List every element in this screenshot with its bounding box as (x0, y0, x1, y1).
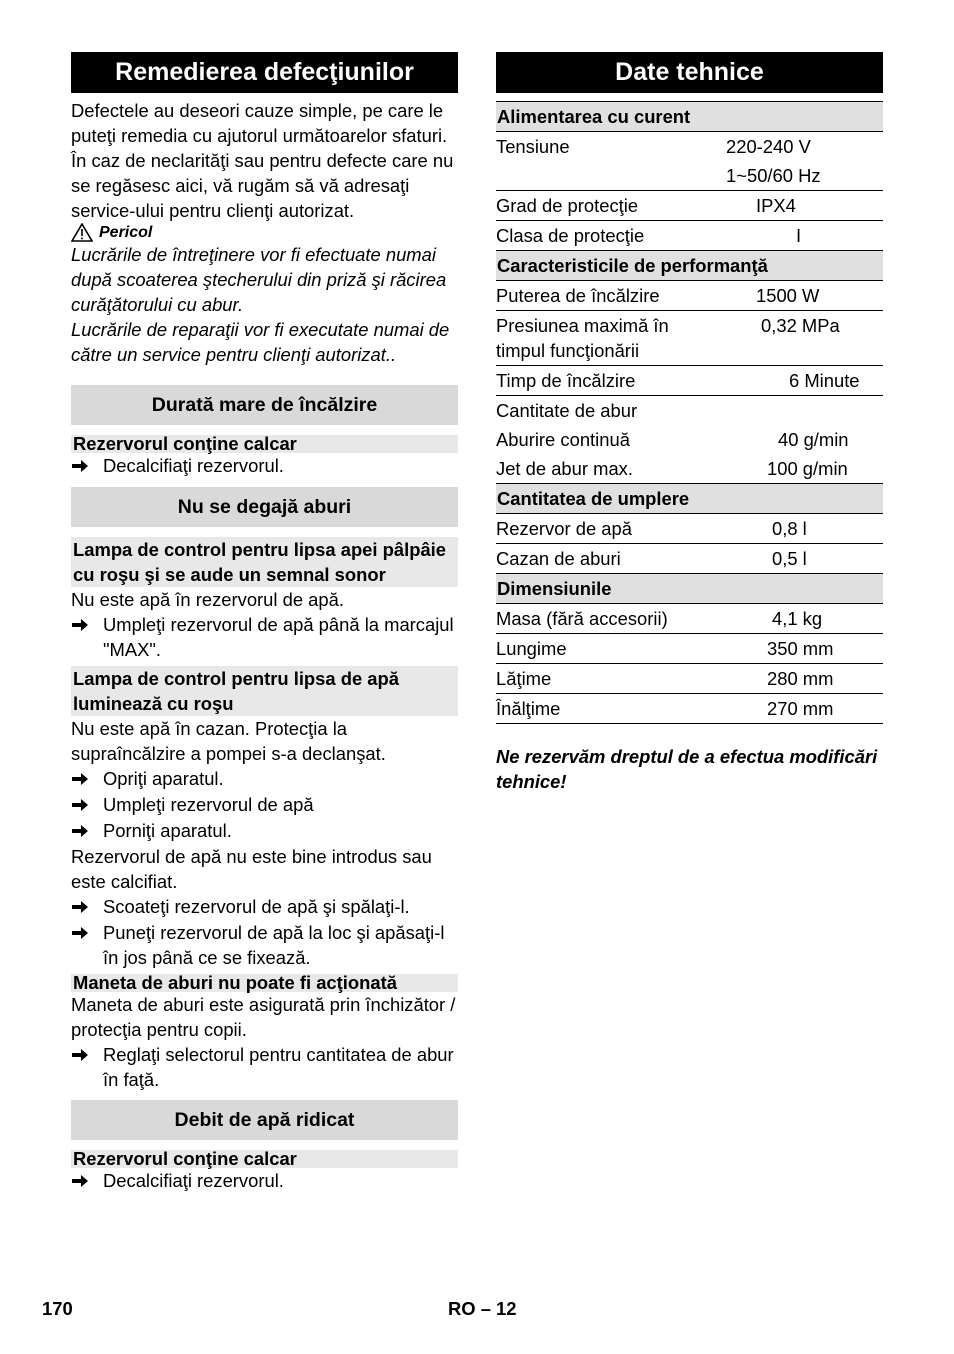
table-row: 1~50/60 Hz (496, 161, 883, 191)
step-item: Umpleţi rezervorul de apă (71, 792, 458, 818)
tech-data-table (496, 101, 883, 724)
step-item: Umpleţi rezervorul de apă până la marcajul "MAX". (71, 612, 458, 662)
step-item: Opriţi aparatul. (71, 766, 458, 792)
step-item: Decalcifiaţi rezervorul. (71, 1168, 458, 1194)
arrow-right-icon (71, 766, 103, 792)
table-row: Puterea de încălzire 1500 W (496, 281, 883, 311)
table-row: Presiunea maximă în timpul funcţionării 0,32 MPa (496, 311, 883, 366)
troubleshooting-title: Remedierea defecţiunilor (71, 52, 458, 93)
arrow-right-icon (71, 792, 103, 818)
table-row: Rezervor de apă 0,8 l (496, 514, 883, 544)
tech-data-title: Date tehnice (496, 52, 883, 93)
warning-triangle-icon (71, 223, 93, 242)
table-row: Masa (fără accesorii) 4,1 kg (496, 604, 883, 634)
subheading-calc-tank: Rezervorul conţine calcar (71, 1150, 458, 1168)
subheading-water-lamp-red: Lampa de control pentru lipsa de apă luminează cu roşu (71, 666, 458, 716)
warning-title: Pericol (99, 223, 153, 241)
page-code: RO – 12 (448, 1298, 517, 1319)
section-heading-high-water-flow: Debit de apă ridicat (71, 1100, 458, 1140)
arrow-right-icon (71, 1168, 103, 1194)
table-row: Lungime 350 mm (496, 634, 883, 664)
table-group-row: Dimensiunile (496, 574, 883, 604)
arrow-right-icon (71, 818, 103, 844)
table-row: Cantitate de abur (496, 400, 638, 421)
step-item: Scoateţi rezervorul de apă şi spălaţi-l. (71, 894, 458, 920)
body-text: Maneta de aburi este asigurată prin închizător / protecţia pentru copii. (71, 994, 456, 1040)
table-row: Clasa de protecţie I (496, 221, 883, 251)
step-item: Reglaţi selectorul pentru cantitatea de abur în faţă. (71, 1042, 458, 1092)
body-text: Nu este apă în cazan. Protecţia la supraîncălzire a pompei s-a declanşat. (71, 718, 386, 764)
step-item: Puneţi rezervorul de apă la loc şi apăsaţi-l în jos până ce se fixează. (71, 920, 458, 970)
table-row: Grad de protecţie IPX4 (496, 191, 883, 221)
table-row: Cazan de aburi 0,5 l (496, 544, 883, 574)
arrow-right-icon (71, 894, 103, 920)
intro-text: Defectele au deseori cauze simple, pe care le puteţi remedia cu ajutorul următoarelor sfaturi. În caz de neclarităţi sau pentru defecte care nu se regăsesc aici, vă rugăm să vă adresaţi service-ului pentru clienţi autorizat. (71, 100, 454, 221)
subheading-calc-tank: Rezervorul conţine calcar (71, 435, 458, 453)
technical-changes-note: Ne rezervăm dreptul de a efectua modificări tehnice! (496, 746, 878, 792)
table-group-row: Caracteristicile de performanţă (496, 251, 883, 281)
arrow-right-icon (71, 920, 103, 970)
table-row: Lăţime 280 mm (496, 664, 883, 694)
arrow-right-icon (71, 453, 103, 479)
table-row: Aburire continuă 40 g/min (496, 429, 849, 450)
arrow-right-icon (71, 1042, 103, 1092)
subheading-water-lamp-blinking: Lampa de control pentru lipsa apei pâlpâie cu roşu şi se aude un semnal sonor (71, 537, 458, 587)
tech-data-column (496, 52, 883, 794)
body-text: Nu este apă în rezervorul de apă. (71, 589, 344, 610)
section-heading-no-steam: Nu se degajă aburi (71, 487, 458, 527)
arrow-right-icon (71, 612, 103, 662)
warning-heading (71, 223, 458, 242)
warning-text-2: Lucrările de reparaţii vor fi executate numai de către un service pentru clienţi autorizat.. (71, 319, 450, 365)
table-row: Tensiune 220-240 V (496, 136, 811, 157)
warning-text-1: Lucrările de întreţinere vor fi efectuate numai după scoaterea ştecherului din priză şi răcirea curăţătorului cu abur. (71, 244, 447, 315)
step-item: Porniţi aparatul. (71, 818, 458, 844)
subheading-steam-lever: Maneta de aburi nu poate fi acţionată (71, 974, 458, 992)
table-group-row: Alimentarea cu curent (496, 102, 883, 132)
table-row: Timp de încălzire 6 Minute (496, 366, 883, 396)
troubleshooting-column (71, 52, 458, 1194)
table-group-row: Cantitatea de umplere (496, 484, 883, 514)
page-number: 170 (42, 1298, 73, 1319)
body-text: Rezervorul de apă nu este bine introdus sau este calcifiat. (71, 846, 432, 892)
step-item: Decalcifiaţi rezervorul. (71, 453, 458, 479)
section-heading-long-heating: Durată mare de încălzire (71, 385, 458, 425)
table-row: Înălţime 270 mm (496, 694, 883, 724)
table-row: Jet de abur max. 100 g/min (496, 454, 883, 484)
